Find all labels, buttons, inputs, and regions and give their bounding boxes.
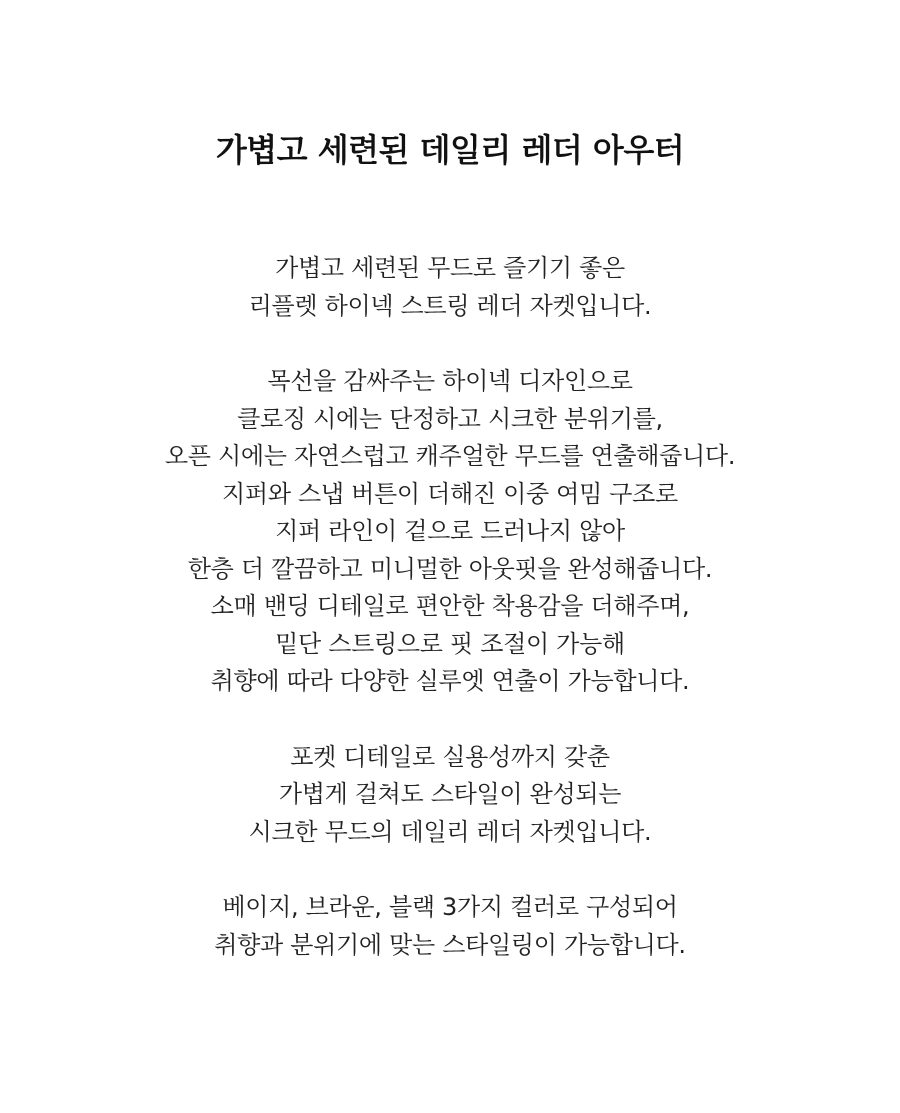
description-line: 리플렛 하이넥 스트링 레더 자켓입니다. xyxy=(248,291,652,320)
description-body xyxy=(0,250,900,964)
description-paragraph-colors xyxy=(0,889,900,964)
description-line: 한층 더 깔끔하고 미니멀한 아웃핏을 완성해줍니다. xyxy=(187,554,713,583)
description-line: 밑단 스트링으로 핏 조절이 가능해 xyxy=(275,629,625,658)
description-line: 클로징 시에는 단정하고 시크한 분위기를, xyxy=(237,404,663,433)
description-line: 취향과 분위기에 맞는 스타일링이 가능합니다. xyxy=(214,930,686,959)
description-line: 베이지, 브라운, 블랙 3가지 컬러로 구성되어 xyxy=(222,893,678,921)
description-line: 목선을 감싸주는 하이넥 디자인으로 xyxy=(267,367,633,395)
description-line: 가볍게 걸쳐도 스타일이 완성되는 xyxy=(278,780,622,808)
page-title: 가볍고 세련된 데일리 레더 아우터 xyxy=(215,131,685,169)
description-line: 지퍼 라인이 겉으로 드러나지 않아 xyxy=(275,517,625,545)
description-paragraph-design xyxy=(0,363,900,701)
description-line: 지퍼와 스냅 버튼이 더해진 이중 여밈 구조로 xyxy=(222,479,678,508)
description-line: 취향에 따라 다양한 실루엣 연출이 가능합니다. xyxy=(210,667,690,695)
description-line: 소매 밴딩 디테일로 편안한 착용감을 더해주며, xyxy=(210,592,690,620)
description-line: 가볍고 세련된 무드로 즐기기 좋은 xyxy=(275,254,625,282)
description-line: 포켓 디테일로 실용성까지 갖춘 xyxy=(290,742,610,771)
description-paragraph-intro xyxy=(0,250,900,325)
description-paragraph-pocket xyxy=(0,739,900,852)
description-line: 오픈 시에는 자연스럽고 캐주얼한 무드를 연출해줍니다. xyxy=(164,442,736,470)
description-line: 시크한 무드의 데일리 레더 자켓입니다. xyxy=(248,817,652,846)
